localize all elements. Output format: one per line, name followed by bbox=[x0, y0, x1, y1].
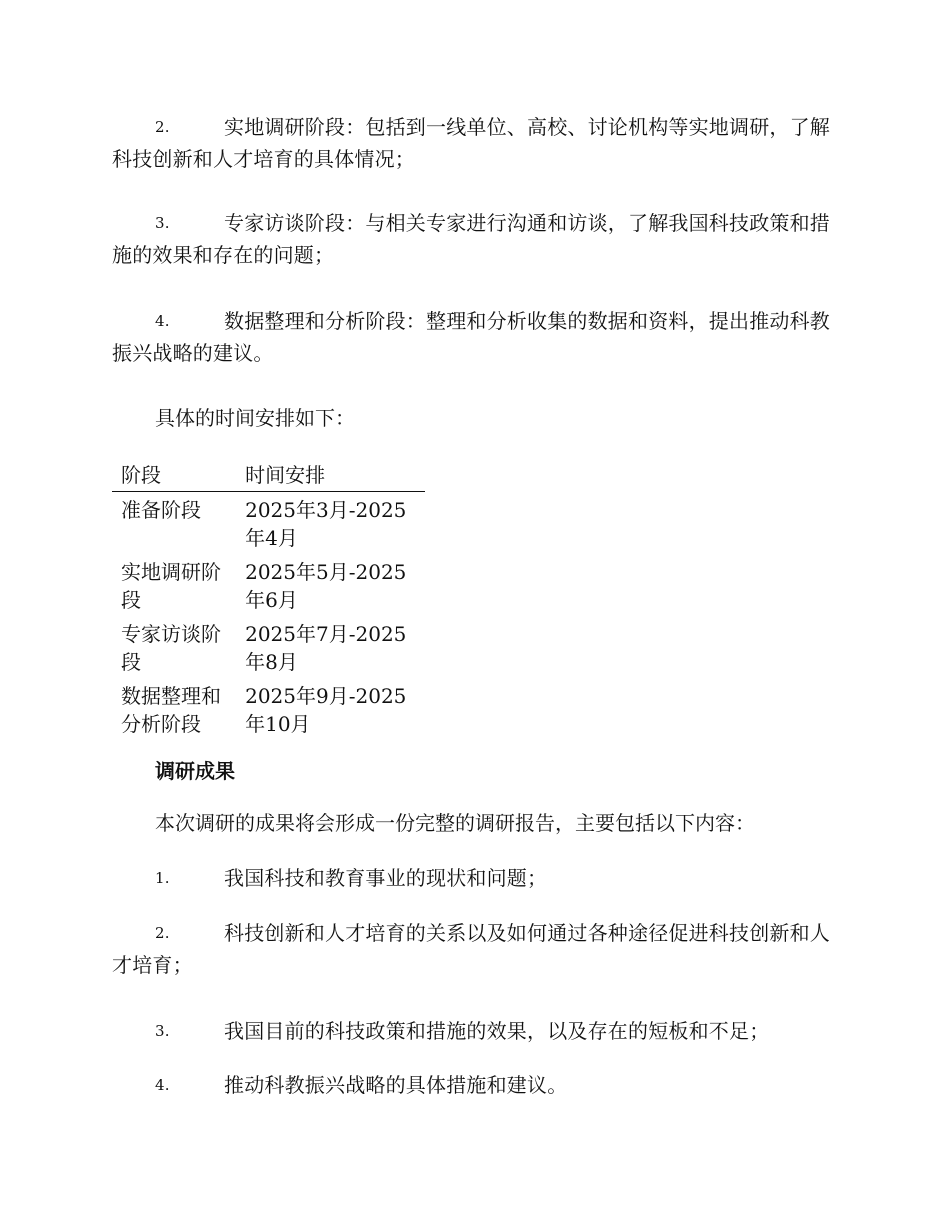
list-item bbox=[112, 207, 834, 271]
table-cell-time: 2025年5月-2025年6月 bbox=[245, 560, 407, 612]
list-item-text: 数据整理和分析阶段：整理和分析收集的数据和资料，提出推动科教振兴战略的建议。 bbox=[112, 309, 830, 365]
list-item bbox=[112, 1069, 834, 1101]
table-cell-stage: 专家访谈阶段 bbox=[121, 622, 221, 674]
list-number: 4. bbox=[155, 1076, 170, 1094]
column-header-stage: 阶段 bbox=[112, 458, 236, 492]
list-item bbox=[112, 1015, 834, 1047]
table-cell-time: 2025年3月-2025年4月 bbox=[245, 498, 407, 550]
list-item-text: 科技创新和人才培育的关系以及如何通过各种途径促进科技创新和人才培育； bbox=[112, 921, 830, 977]
table-cell-time: 2025年7月-2025年8月 bbox=[245, 622, 407, 674]
list-item bbox=[112, 111, 834, 175]
list-item bbox=[112, 917, 834, 981]
table-row bbox=[112, 678, 425, 740]
table-cell-time: 2025年9月-2025年10月 bbox=[245, 684, 407, 736]
table-row bbox=[112, 492, 425, 555]
column-header-time: 时间安排 bbox=[236, 458, 425, 492]
list-item-text: 实地调研阶段：包括到一线单位、高校、讨论机构等实地调研，了解科技创新和人才培育的具体情况； bbox=[112, 115, 830, 171]
list-number: 3. bbox=[155, 214, 170, 232]
list-number: 2. bbox=[155, 924, 170, 942]
list-item-text: 我国科技和教育事业的现状和问题； bbox=[224, 866, 548, 890]
list-item-text: 专家访谈阶段：与相关专家进行沟通和访谈，了解我国科技政策和措施的效果和存在的问题； bbox=[112, 211, 830, 267]
list-number: 3. bbox=[155, 1022, 170, 1040]
table-header-row bbox=[112, 458, 425, 492]
schedule-intro: 具体的时间安排如下： bbox=[155, 406, 355, 430]
table-cell-stage: 实地调研阶段 bbox=[121, 560, 221, 612]
list-number: 1. bbox=[155, 869, 170, 887]
table-row bbox=[112, 554, 425, 616]
results-intro: 本次调研的成果将会形成一份完整的调研报告，主要包括以下内容： bbox=[155, 811, 755, 835]
table-row bbox=[112, 616, 425, 678]
section-heading: 调研成果 bbox=[155, 759, 235, 783]
list-item bbox=[112, 862, 834, 894]
table-cell-stage: 准备阶段 bbox=[121, 498, 201, 522]
table-cell-stage: 数据整理和分析阶段 bbox=[121, 684, 221, 736]
schedule-table bbox=[112, 458, 425, 740]
list-item-text: 我国目前的科技政策和措施的效果，以及存在的短板和不足； bbox=[224, 1019, 770, 1043]
list-item bbox=[112, 305, 834, 369]
list-number: 2. bbox=[155, 118, 170, 136]
list-item-text: 推动科教振兴战略的具体措施和建议。 bbox=[224, 1073, 568, 1097]
list-number: 4. bbox=[155, 312, 170, 330]
